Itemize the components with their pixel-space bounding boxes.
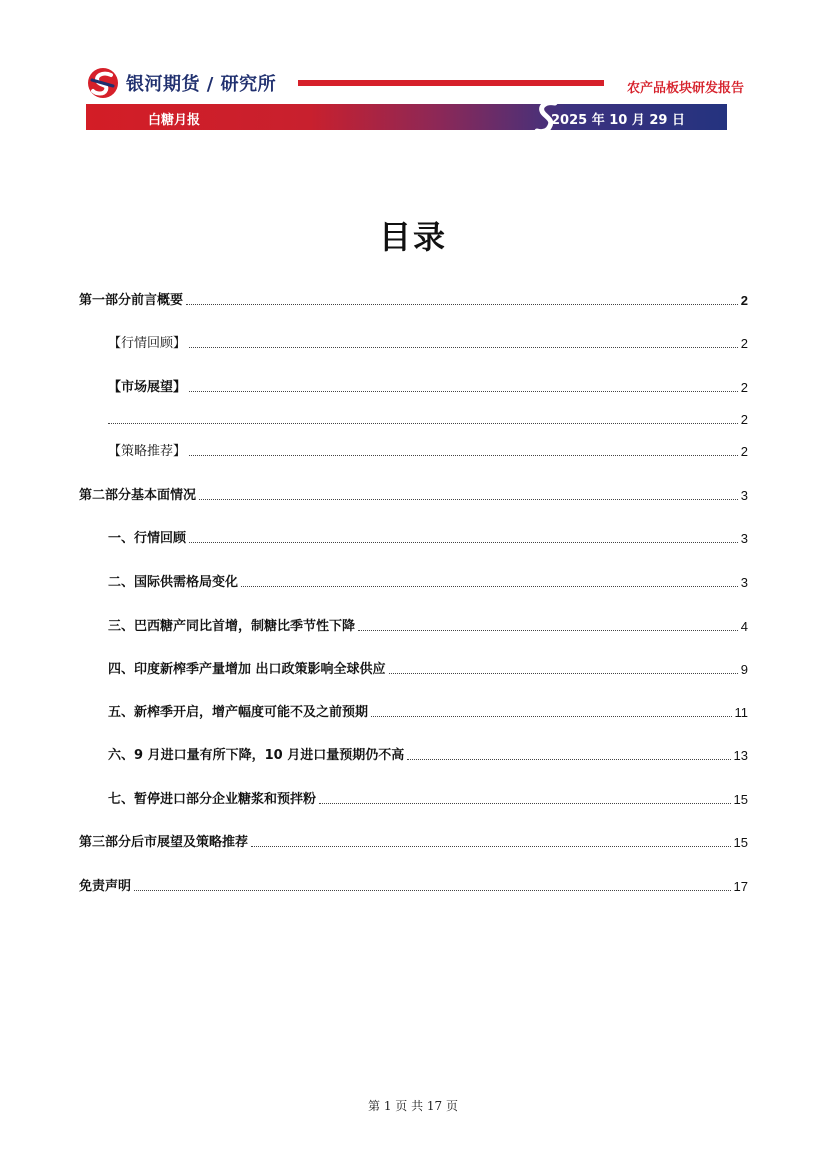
toc-label: 第三部分后市展望及策略推荐: [79, 835, 249, 850]
toc-label: 第二部分基本面情况: [79, 488, 197, 503]
toc-leader: [189, 391, 738, 392]
page-footer: 第 1 页 共 17 页: [368, 1099, 458, 1113]
logo-text: 银河期货 / 研究所: [126, 74, 277, 95]
toc-leader: [389, 673, 738, 674]
toc-leader: [189, 542, 738, 543]
toc-entry-section5[interactable]: [108, 702, 748, 720]
toc-label: 三、巴西糖产同比首增，制糖比季节性下降: [108, 619, 356, 634]
toc-entry-part1[interactable]: [79, 290, 748, 308]
toc-leader: [134, 890, 731, 891]
toc-label: 五、新榨季开启，增产幅度可能不及之前预期: [108, 705, 369, 720]
toc-page: 3: [740, 488, 748, 503]
toc-page: 17: [733, 879, 748, 894]
toc-label: 免责声明: [79, 879, 132, 894]
toc-label: 七、暂停进口部分企业糖浆和预拌粉: [108, 792, 317, 807]
toc-page: 9: [740, 662, 748, 677]
toc-label: 第一部分前言概要: [79, 293, 184, 308]
toc-page: 4: [740, 619, 748, 634]
toc-entry-section1[interactable]: [108, 528, 748, 546]
toc-page: 3: [740, 531, 748, 546]
toc-entry-market-review[interactable]: [108, 333, 748, 351]
toc-entry-market-outlook[interactable]: [108, 377, 748, 395]
toc-page: 2: [740, 336, 748, 351]
toc-label: 四、印度新榨季产量增加 出口政策影响全球供应: [108, 662, 386, 677]
toc-page: 3: [740, 575, 748, 590]
toc-page: 2: [740, 412, 748, 427]
toc-page: 11: [734, 705, 748, 720]
toc-entry-section2[interactable]: [108, 572, 748, 590]
header-rule: [298, 80, 604, 86]
toc-page: 2: [740, 293, 748, 308]
report-banner: [86, 104, 727, 130]
toc-page: 15: [733, 835, 748, 850]
toc-leader: [186, 304, 738, 305]
toc-entry-blank[interactable]: [108, 409, 748, 427]
toc-leader: [241, 586, 738, 587]
toc-page: 15: [733, 792, 748, 807]
toc-leader: [199, 499, 738, 500]
toc-entry-disclaimer[interactable]: [79, 876, 748, 894]
toc-page: 2: [740, 444, 748, 459]
toc-leader: [358, 630, 738, 631]
report-name: 白糖月报: [148, 113, 201, 128]
toc-leader: [371, 716, 731, 717]
toc-label: 二、国际供需格局变化: [108, 575, 239, 590]
toc-label: 【市场展望】: [108, 380, 187, 395]
company-logo: [86, 66, 276, 100]
toc-entry-part2[interactable]: [79, 485, 748, 503]
galaxy-logo-icon: [86, 66, 120, 100]
toc-entry-section7[interactable]: [108, 789, 748, 807]
toc-page: 2: [740, 380, 748, 395]
toc-leader: [108, 423, 738, 424]
report-date: 2025 年 10 月 29 日: [551, 113, 685, 128]
toc-leader: [407, 759, 730, 760]
toc-label: 六、9 月进口量有所下降，10 月进口量预期仍不高: [108, 748, 405, 763]
toc-label: 【策略推荐】: [108, 444, 187, 459]
toc-label: 一、行情回顾: [108, 531, 187, 546]
toc-leader: [189, 455, 738, 456]
toc-entry-section4[interactable]: [108, 659, 748, 677]
toc-entry-strategy[interactable]: [108, 441, 748, 459]
toc-entry-section6[interactable]: [108, 745, 748, 763]
report-category: 农产品板块研发报告: [626, 81, 744, 96]
toc-label: 【行情回顾】: [108, 336, 187, 351]
toc-entry-part3[interactable]: [79, 832, 748, 850]
page-title: 目录: [378, 218, 447, 256]
toc-entry-section3[interactable]: [108, 616, 748, 634]
toc-page: 13: [733, 748, 748, 763]
toc-leader: [189, 347, 738, 348]
toc-leader: [319, 803, 731, 804]
toc-leader: [251, 846, 731, 847]
